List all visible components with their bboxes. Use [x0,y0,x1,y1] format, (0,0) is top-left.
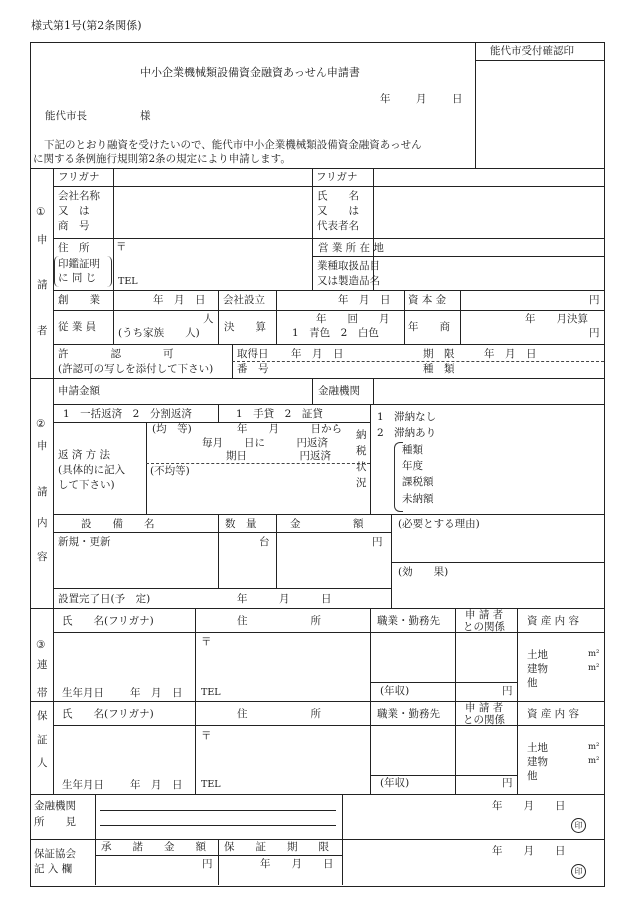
company-furigana-field[interactable] [114,169,311,185]
loan-amount-field[interactable] [114,379,311,403]
guarantor2-address-field[interactable] [196,726,369,776]
incorporated-date-field[interactable] [277,291,403,309]
bank-opinion-label: 金融機関 [34,800,76,812]
effect-field[interactable] [392,580,603,607]
rep-furigana-field[interactable] [374,169,603,185]
capital-field[interactable] [461,291,603,309]
guarantor1-name-field[interactable] [54,633,194,683]
guarantor1-job-field[interactable] [371,633,454,681]
seal-mark-icon: 印 [571,818,586,833]
page-title: 中小企業機械類設備資金融資あっせん申請書 [140,66,360,79]
stamp-area[interactable] [476,61,603,167]
guarantor2-relation-field[interactable] [456,726,516,793]
guarantor2-name-field[interactable] [54,726,194,776]
guarantor1-relation-field[interactable] [456,633,516,700]
approved-amount-field[interactable] [96,856,217,884]
guarantee-assoc-label: 保証協会 [34,848,76,860]
bank-field[interactable] [374,379,603,403]
business-field[interactable] [374,257,603,289]
quantity-field[interactable] [219,533,275,587]
equipment-name-field[interactable] [54,533,217,587]
reason-field[interactable] [392,533,603,561]
sales-field[interactable] [461,311,603,343]
form-label: 様式第1号(第2条関係) [31,19,142,32]
company-name-field[interactable] [114,187,311,237]
guarantor1-address-field[interactable] [196,633,369,683]
guarantor2-job-field[interactable] [371,726,454,774]
addressee: 能代市長 [45,110,87,122]
intro-text: 下記のとおり融資を受けたいので、能代市中小企業機械類設備資金融資あっせん [44,139,422,151]
employees-field[interactable] [114,311,217,343]
guarantee-period-field[interactable] [219,856,341,884]
repayment-method-field[interactable] [147,464,369,513]
rep-name-field[interactable] [374,187,603,237]
office-address-field[interactable] [374,239,603,255]
founded-date-field[interactable] [114,291,217,309]
bank-opinion-field[interactable] [96,795,341,838]
equipment-amount-field[interactable] [277,533,390,587]
stamp-box-title: 能代市受付確認印 [490,45,574,57]
address-field[interactable] [114,239,311,289]
seal-mark-icon: 印 [571,864,586,879]
license-field[interactable] [233,345,603,377]
